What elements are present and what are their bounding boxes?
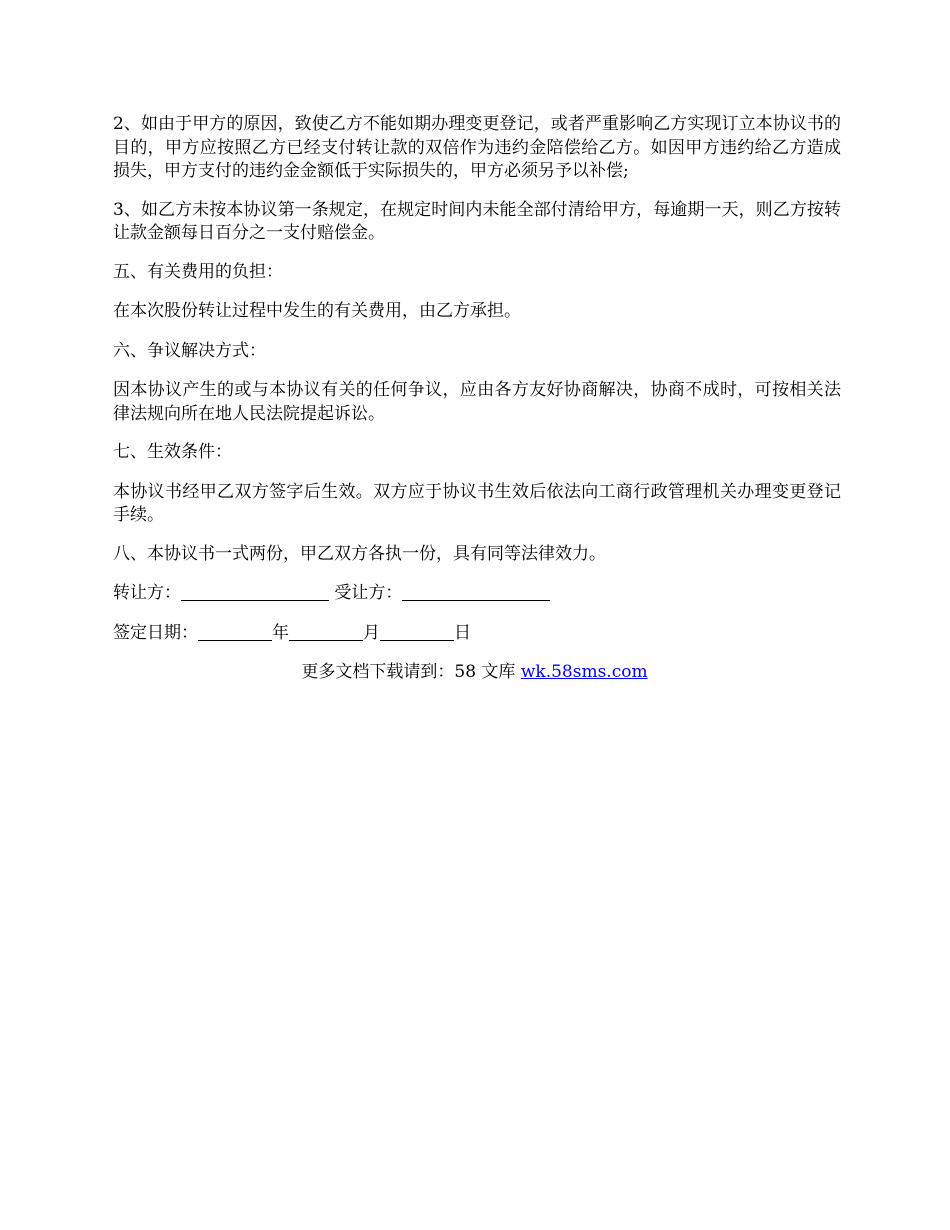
document-page: [113, 113, 841, 685]
section-5-body: 在本次股份转让过程中发生的有关费用，由乙方承担。: [113, 301, 521, 321]
month-blank: [289, 622, 363, 641]
section-6-body: 因本协议产生的或与本协议有关的任何争议，应由各方友好协商解决，协商不成时，可按相关法律法规向所在地人民法院提起诉讼。: [113, 380, 841, 424]
transferor-blank: [181, 582, 329, 601]
section-7-heading: 七、生效条件：: [113, 442, 232, 462]
parties-signature-line: [113, 582, 841, 606]
section-7-body: 本协议书经甲乙双方签字后生效。双方应于协议书生效后依法向工商行政管理机关办理变更登记手续。: [113, 481, 841, 525]
signing-date-line: [113, 622, 841, 646]
download-footer: [108, 661, 841, 685]
month-label: 月: [363, 622, 380, 643]
transferor-label: 转让方：: [113, 583, 181, 603]
day-label: 日: [454, 622, 471, 643]
year-label: 年: [272, 622, 289, 643]
clause-3-paragraph: 3、如乙方未按本协议第一条规定，在规定时间内未能全部付清给甲方，每逾期一天，则乙方按转让款金额每日百分之一支付赔偿金。: [113, 199, 841, 243]
transferee-blank: [402, 582, 550, 601]
section-5-heading: 五、有关费用的负担：: [113, 261, 283, 282]
date-label: 签定日期：: [113, 622, 198, 643]
year-blank: [198, 622, 272, 641]
clause-2-paragraph: 2、如由于甲方的原因，致使乙方不能如期办理变更登记，或者严重影响乙方实现订立本协议书的目的，甲方应按照乙方已经支付转让款的双倍作为违约金陪偿给乙方。如因甲方违约给乙方造成损失，甲方支付的违约金金额低于实际损失的，甲方必须另予以补偿;: [113, 114, 841, 181]
footer-site-link[interactable]: wk.58sms.com: [520, 662, 648, 682]
transferee-label: 受让方：: [334, 583, 403, 603]
section-6-heading: 六、争议解决方式：: [113, 340, 266, 361]
day-blank: [380, 622, 454, 641]
section-8-paragraph: 八、本协议书一式两份，甲乙双方各执一份，具有同等法律效力。: [113, 543, 606, 564]
footer-text: 更多文档下载请到：58 文库: [301, 662, 521, 682]
